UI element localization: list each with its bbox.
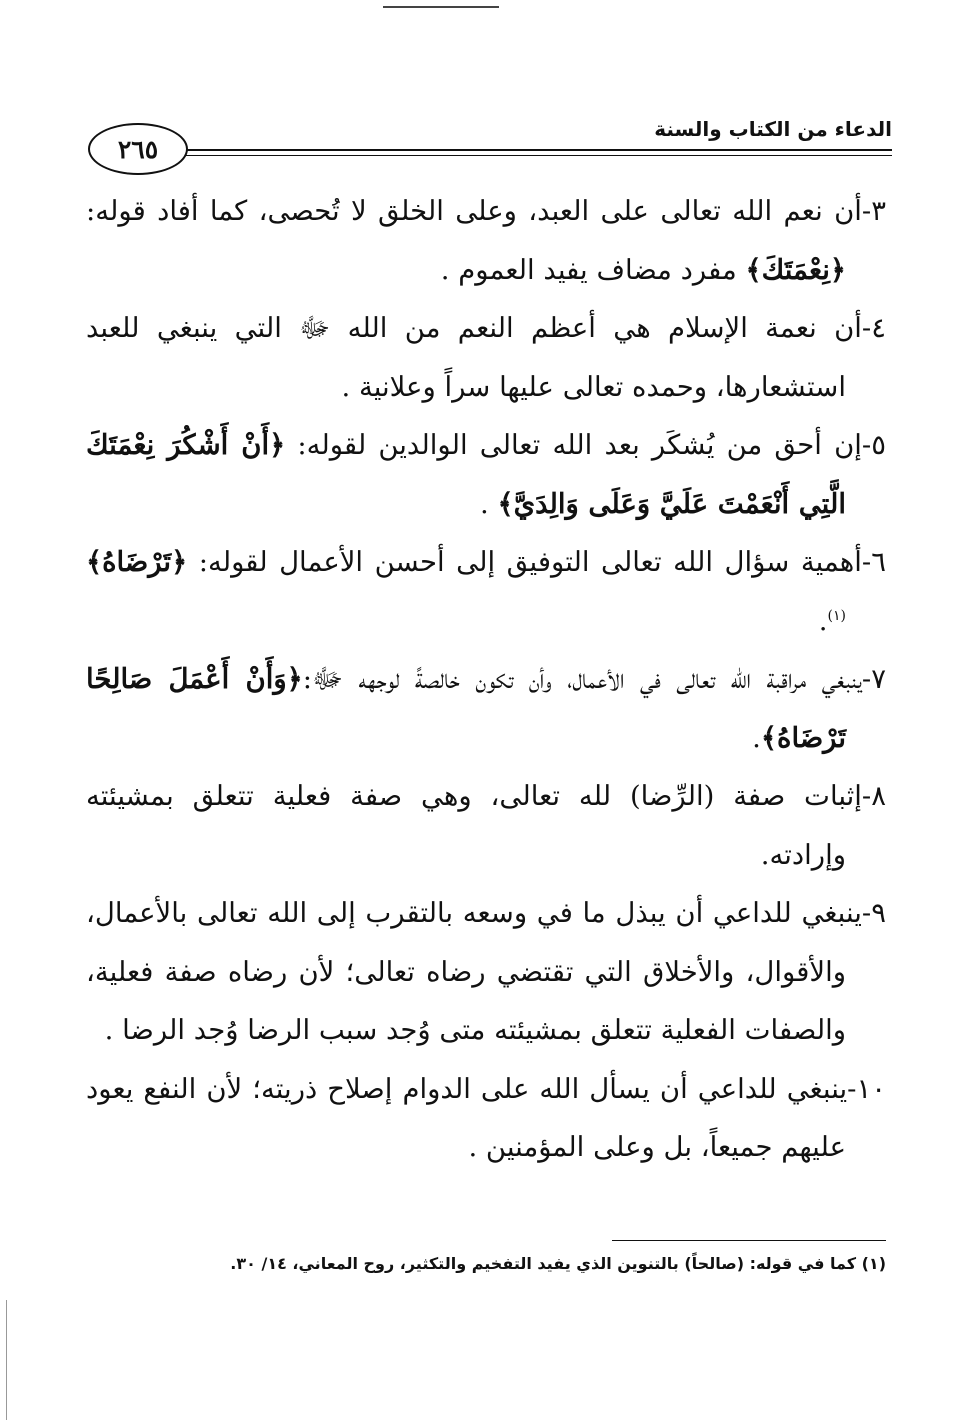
header-rule [172, 149, 892, 151]
page-number: ٢٦٥ [88, 123, 188, 175]
quran-quote: ﴿نِعْمَتَكَ﴾ [745, 253, 846, 286]
running-title: الدعاء من الكتاب والسنة [654, 117, 892, 141]
list-item [86, 182, 886, 299]
list-item [86, 767, 886, 884]
item-number: ٨- [861, 780, 886, 812]
item-number: ٦- [861, 546, 886, 578]
footnote-separator [612, 1240, 886, 1241]
item-text: ينبغي للداعي أن يبذل ما في وسعه بالتقرب إلى الله تعالى بالأعمال، والأقوال، والأخلاق التي تقتضي رضاه تعالى؛ لأن رضاه صفة فعلية، والصفات الفعلية تتعلق بمشيئته متى وُجد سبب الرضا وُجد الرضا . [86, 897, 862, 1046]
item-text: مفرد مضاف يفيد العموم . [440, 253, 746, 286]
list-item [86, 416, 886, 533]
header-rule-thin [172, 155, 892, 156]
item-text: . [818, 604, 828, 637]
item-text: ينبغي للداعي أن يسأل الله على الدوام إصلاح ذريته؛ لأن النفع يعود عليهم جميعاً، بل وعلى المؤمنين . [86, 1072, 848, 1163]
item-text: أن نعمة الإسلام هي أعظم النعم من الله ﷻ التي ينبغي للعبد استشعارها، وحمده تعالى عليها سراً وعلانية . [86, 312, 862, 403]
item-text: . [752, 721, 761, 754]
list-item [86, 884, 886, 1060]
item-number: ١٠- [847, 1072, 887, 1105]
page-header [80, 105, 892, 185]
main-text [86, 182, 886, 1177]
footnote: (١) كما في قوله: (صالحاً) بالتنوين الذي يفيد التفخيم والتكثير، روح المعاني، ١٤/ ٣٠. [230, 1254, 886, 1273]
quran-quote: ﴿أَنْ أَشْكُرَ نِعْمَتَكَ الَّتِي أَنْعَمْتَ عَلَيَّ وَعَلَى وَالِدَيَّ﴾ [86, 429, 846, 520]
item-text: إن أحق من يُشكَر بعد الله تعالى الوالدين لقوله: [285, 429, 862, 461]
item-text: . [479, 487, 498, 520]
item-number: ٣- [861, 195, 886, 227]
list-item [86, 533, 886, 650]
item-number: ٩- [861, 897, 886, 929]
list-item [86, 1060, 886, 1177]
footnote-ref: (١) [827, 607, 846, 624]
scan-edge-line [6, 1300, 7, 1420]
item-text: ينبغي مراقبة الله تعالى في الأعمال، وأن تكون خالصةً لوجهه ﷻ: [302, 663, 862, 695]
item-text: أهمية سؤال الله تعالى التوفيق إلى أحسن الأعمال لقوله: [187, 546, 862, 578]
item-text: أن نعم الله تعالى على العبد، وعلى الخلق لا تُحصى، كما أفاد قوله: [86, 195, 862, 227]
item-number: ٥- [861, 429, 886, 461]
list-item [86, 650, 886, 767]
quran-quote: ﴿تَرْضَاهُ﴾ [86, 546, 188, 578]
list-item [86, 299, 886, 416]
quran-quote: ﴿وَأَنْ أَعْمَلَ صَالِحًا تَرْضَاهُ﴾ [86, 663, 846, 754]
item-text: إثبات صفة (الرِّضا) لله تعالى، وهي صفة فعلية تتعلق بمشيئته وإرادته. [86, 780, 862, 871]
item-number: ٧- [861, 663, 886, 695]
item-number: ٤- [861, 312, 886, 344]
top-scan-rule [383, 6, 499, 8]
